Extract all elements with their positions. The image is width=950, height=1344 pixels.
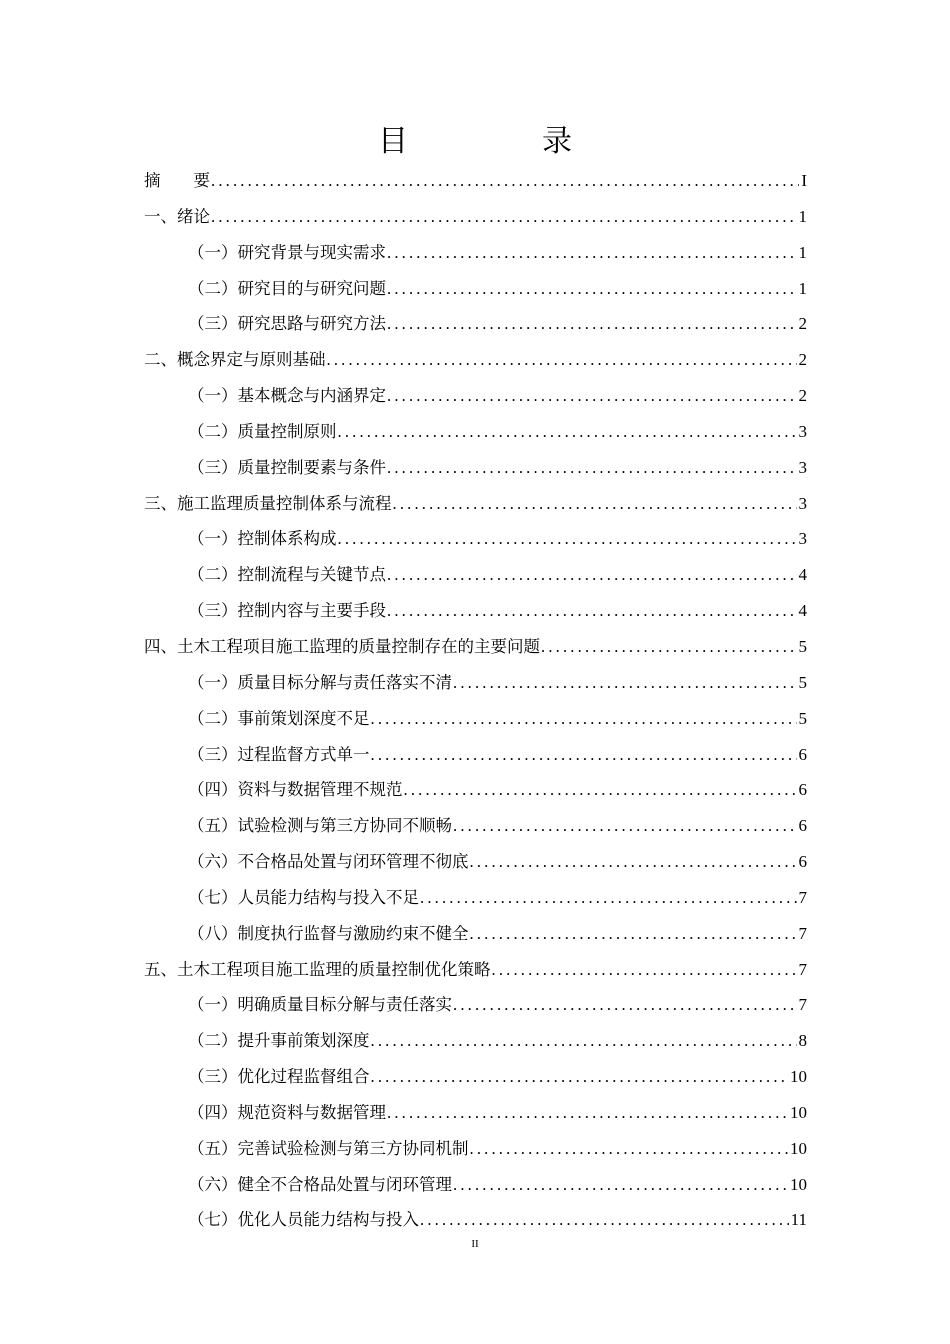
dot-leader — [387, 1095, 788, 1131]
toc-entry-title: 五、土木工程项目施工监理的质量控制优化策略 — [144, 959, 491, 979]
dot-leader — [338, 521, 797, 557]
toc-section-entry[interactable] — [144, 1167, 807, 1203]
toc-entry-page-number: I — [801, 171, 807, 190]
toc-entry-title: 一、绪论 — [144, 206, 210, 226]
toc-chapter-entry[interactable] — [144, 163, 807, 199]
dot-leader — [371, 1059, 789, 1095]
toc-section-entry[interactable] — [144, 701, 807, 737]
toc-entry-page-number: 2 — [798, 314, 807, 334]
dot-leader — [387, 271, 797, 307]
toc-entry-title: （六）健全不合格品处置与闭环管理 — [188, 1174, 452, 1194]
toc-entry-title: （一）研究背景与现实需求 — [188, 242, 386, 262]
dot-leader — [387, 450, 797, 486]
dot-leader — [453, 1167, 788, 1203]
toc-chapter-entry[interactable] — [144, 486, 807, 522]
dot-leader — [371, 701, 797, 737]
dot-leader — [387, 593, 797, 629]
toc-section-entry[interactable] — [144, 665, 807, 701]
toc-section-entry[interactable] — [144, 378, 807, 414]
toc-entry-title: （一）控制体系构成 — [188, 529, 337, 549]
toc-entry-page-number: 5 — [798, 672, 807, 692]
dot-leader — [470, 1131, 789, 1167]
toc-entry-title: （七）优化人员能力结构与投入 — [188, 1210, 419, 1230]
toc-entry-page-number: 7 — [798, 995, 807, 1015]
toc-entry-page-number: 6 — [798, 852, 807, 872]
toc-entry-page-number: 5 — [798, 636, 807, 656]
toc-entry-title: （二）事前策划深度不足 — [188, 708, 370, 728]
toc-entry-title: （四）资料与数据管理不规范 — [188, 780, 403, 800]
dot-leader — [387, 378, 797, 414]
toc-entry-page-number: 10 — [790, 1138, 807, 1158]
dot-leader — [327, 342, 797, 378]
toc-entry-title: 摘 要 — [144, 171, 210, 190]
toc-entry-page-number: 3 — [798, 493, 807, 513]
toc-entry-title: 四、土木工程项目施工监理的质量控制存在的主要问题 — [144, 636, 540, 656]
toc-section-entry[interactable] — [144, 557, 807, 593]
page-number: II — [471, 1238, 479, 1250]
toc-section-entry[interactable] — [144, 1202, 807, 1238]
toc-section-entry[interactable] — [144, 772, 807, 808]
toc-entry-title: （一）质量目标分解与责任落实不清 — [188, 672, 452, 692]
toc-section-entry[interactable] — [144, 808, 807, 844]
toc-entry-page-number: 6 — [798, 780, 807, 800]
toc-entry-page-number: 4 — [798, 601, 807, 621]
toc-chapter-entry[interactable] — [144, 199, 807, 235]
dot-leader — [492, 952, 797, 988]
dot-leader — [371, 1023, 797, 1059]
toc-entry-title: （一）明确质量目标分解与责任落实 — [188, 995, 452, 1015]
toc-entry-title: （六）不合格品处置与闭环管理不彻底 — [188, 852, 469, 872]
toc-entry-page-number: 4 — [798, 565, 807, 585]
toc-entry-title: （三）质量控制要素与条件 — [188, 457, 386, 477]
toc-entry-page-number: 7 — [798, 959, 807, 979]
toc-entry-page-number: 3 — [798, 529, 807, 549]
toc-entry-title: （一）基本概念与内涵界定 — [188, 386, 386, 406]
dot-leader — [453, 665, 797, 701]
toc-entry-title: （七）人员能力结构与投入不足 — [188, 887, 419, 907]
dot-leader — [387, 557, 797, 593]
dot-leader — [404, 772, 797, 808]
dot-leader — [371, 737, 797, 773]
dot-leader — [420, 1202, 789, 1238]
dot-leader — [470, 916, 797, 952]
toc-entry-page-number: 2 — [798, 350, 807, 370]
toc-entry-title: （二）质量控制原则 — [188, 421, 337, 441]
dot-leader — [453, 808, 797, 844]
toc-section-entry[interactable] — [144, 521, 807, 557]
toc-entry-page-number: 6 — [798, 816, 807, 836]
toc-entry-title: （四）规范资料与数据管理 — [188, 1102, 386, 1122]
toc-section-entry[interactable] — [144, 1131, 807, 1167]
toc-entry-title: （二）研究目的与研究问题 — [188, 278, 386, 298]
toc-entry-title: （三）优化过程监督组合 — [188, 1067, 370, 1087]
toc-entry-title: （五）完善试验检测与第三方协同机制 — [188, 1138, 469, 1158]
dot-leader — [387, 306, 797, 342]
toc-title: 目 录 — [378, 124, 624, 159]
toc-entry-title: （三）控制内容与主要手段 — [188, 601, 386, 621]
toc-entry-page-number: 10 — [790, 1102, 807, 1122]
dot-leader — [541, 629, 797, 665]
toc-entry-page-number: 10 — [790, 1067, 807, 1087]
toc-section-entry[interactable] — [144, 593, 807, 629]
toc-section-entry[interactable] — [144, 1095, 807, 1131]
toc-section-entry[interactable] — [144, 916, 807, 952]
toc-entry-page-number: 2 — [798, 386, 807, 406]
toc-entry-page-number: 11 — [790, 1210, 807, 1230]
toc-entry-page-number: 7 — [798, 923, 807, 943]
toc-section-entry[interactable] — [144, 1023, 807, 1059]
table-of-contents — [144, 163, 807, 1238]
dot-leader — [387, 235, 797, 271]
toc-entry-title: （三）过程监督方式单一 — [188, 744, 370, 764]
toc-section-entry[interactable] — [144, 1059, 807, 1095]
toc-entry-title: （二）提升事前策划深度 — [188, 1031, 370, 1051]
toc-entry-title: （五）试验检测与第三方协同不顺畅 — [188, 816, 452, 836]
toc-section-entry[interactable] — [144, 235, 807, 271]
toc-entry-page-number: 5 — [798, 708, 807, 728]
toc-chapter-entry[interactable] — [144, 629, 807, 665]
dot-leader — [211, 163, 799, 199]
toc-section-entry[interactable] — [144, 737, 807, 773]
toc-section-entry[interactable] — [144, 306, 807, 342]
toc-entry-title: （八）制度执行监督与激励约束不健全 — [188, 923, 469, 943]
dot-leader — [211, 199, 797, 235]
toc-entry-title: （二）控制流程与关键节点 — [188, 565, 386, 585]
toc-chapter-entry[interactable] — [144, 952, 807, 988]
toc-section-entry[interactable] — [144, 414, 807, 450]
dot-leader — [338, 414, 797, 450]
toc-entry-title: （三）研究思路与研究方法 — [188, 314, 386, 334]
toc-entry-page-number: 1 — [798, 278, 807, 298]
dot-leader — [470, 844, 797, 880]
toc-section-entry[interactable] — [144, 880, 807, 916]
dot-leader — [393, 486, 797, 522]
toc-section-entry[interactable] — [144, 271, 807, 307]
toc-section-entry[interactable] — [144, 844, 807, 880]
dot-leader — [420, 880, 797, 916]
toc-entry-title: 二、概念界定与原则基础 — [144, 350, 326, 370]
toc-entry-page-number: 1 — [798, 206, 807, 226]
toc-entry-page-number: 8 — [798, 1031, 807, 1051]
toc-entry-page-number: 1 — [798, 242, 807, 262]
toc-entry-page-number: 7 — [798, 887, 807, 907]
toc-entry-title: 三、施工监理质量控制体系与流程 — [144, 493, 392, 513]
dot-leader — [453, 987, 797, 1023]
toc-entry-page-number: 3 — [798, 457, 807, 477]
toc-entry-page-number: 3 — [798, 421, 807, 441]
toc-section-entry[interactable] — [144, 987, 807, 1023]
toc-section-entry[interactable] — [144, 450, 807, 486]
toc-entry-page-number: 6 — [798, 744, 807, 764]
toc-chapter-entry[interactable] — [144, 342, 807, 378]
toc-entry-page-number: 10 — [790, 1174, 807, 1194]
